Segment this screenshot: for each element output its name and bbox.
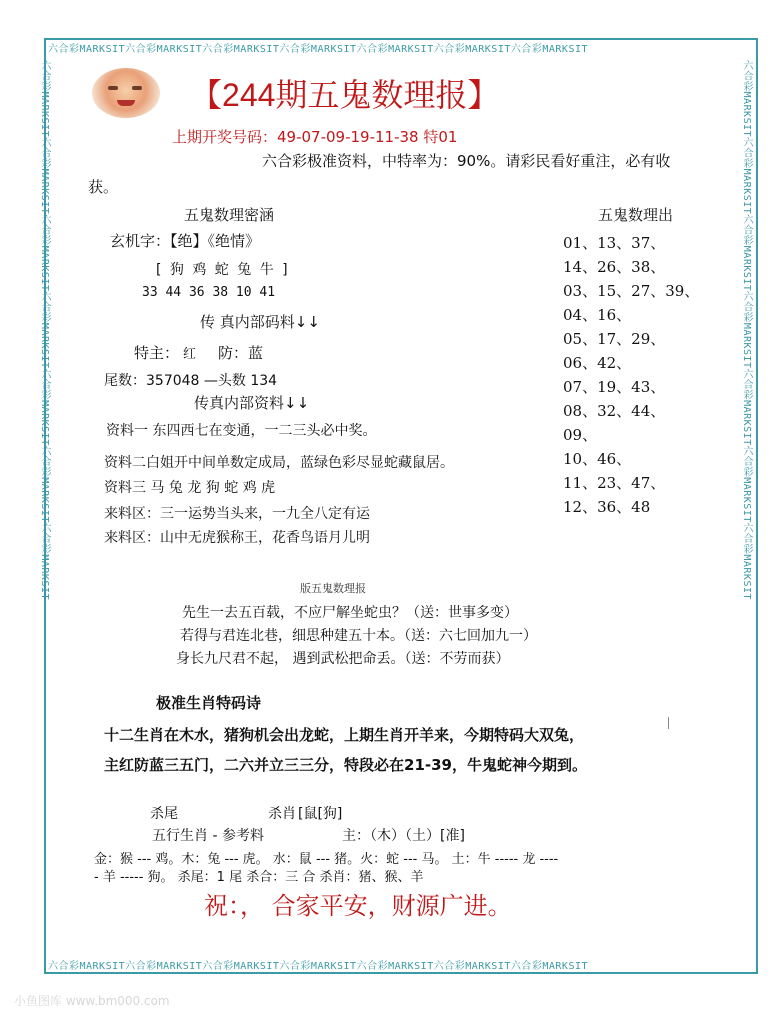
avatar-eye-right [132, 86, 142, 90]
number-row: 12、36、48 [563, 498, 651, 516]
number-row: 14、26、38、 [563, 258, 666, 276]
kill-zodiac-label: 杀肖 [268, 806, 296, 822]
intro-line-2: 获。 [88, 178, 119, 196]
portrait-avatar [92, 68, 160, 118]
poem-line-3: 身长九尺君不起， 遇到武松把命丢。（送：不劳而获） [176, 651, 510, 667]
wuxing-label: 五行生肖 - 参考料 [152, 828, 264, 844]
kill-tail-label: 杀尾 [150, 806, 178, 822]
avatar-mouth [117, 100, 135, 106]
issue-title-text: 期五鬼数理报 [275, 76, 468, 114]
number-row: 06、42、 [563, 354, 632, 372]
source-line-1: 来料区：三一运势当头来，一九全八定有运 [104, 506, 370, 522]
border-pattern-top: 六合彩MARKSIT六合彩MARKSIT六合彩MARKSIT六合彩MARKSIT六合彩MARKSIT六合彩MARKSIT六合彩MARKSIT [48, 44, 589, 54]
number-row: 10、46、 [563, 450, 632, 468]
kill-zodiac [268, 803, 342, 823]
wuxing-main: 主：（木）（土）[准] [342, 828, 465, 844]
number-list [563, 232, 699, 520]
issue-title [190, 70, 499, 116]
elements-line-1: 金：猴 --- 鸡。木：兔 --- 虎。 水：鼠 --- 猪。火：蛇 --- 马。 土：牛 ----- 龙 ---- [94, 852, 559, 867]
avatar-eye-left [108, 86, 118, 90]
fax-heading-1: 传 真内部码料↓↓ [200, 313, 320, 331]
poem-line-2: 若得与君连北巷，细思种建五十本。（送：六七回加九一） [180, 628, 537, 644]
source-line-2: 来料区：山中无虎猴称王，花香鸟语月儿明 [104, 530, 370, 546]
number-row: 08、32、44、 [563, 402, 666, 420]
issue-number: 244 [222, 77, 276, 113]
number-row: 04、16、 [563, 306, 632, 324]
number-row: 09、 [563, 426, 598, 444]
special-line [134, 342, 263, 363]
fax-heading-2: 传真内部资料↓↓ [194, 394, 310, 412]
elements-line-2: - 羊 ----- 狗。 杀尾：1 尾 杀合：三 合 杀肖：猪、猴、羊 [94, 870, 424, 885]
data-line-3: 资料三 马 兔 龙 狗 蛇 鸡 虎 [104, 480, 276, 496]
blessing-text: 祝：， 合家平安，财源广进。 [204, 892, 512, 920]
zodiac-box: [ 狗 鸡 蛇 兔 牛 ] [156, 262, 290, 278]
poem-section-heading: 版五鬼数理报 [300, 582, 366, 595]
special-main-value: 红 [183, 347, 197, 362]
title-close-bracket: 】 [467, 76, 500, 114]
number-row: 07、19、43、 [563, 378, 666, 396]
kill-zodiac-value: [鼠[狗] [298, 806, 343, 822]
zodiac-numbers: 33 44 36 38 10 41 [142, 285, 276, 300]
special-guard-label: 防： [218, 344, 249, 362]
border-pattern-bottom: 六合彩MARKSIT六合彩MARKSIT六合彩MARKSIT六合彩MARKSIT六合彩MARKSIT六合彩MARKSIT六合彩MARKSIT [48, 961, 589, 971]
last-draw-numbers: 上期开奖号码：49-07-09-19-11-38 特01 [172, 128, 458, 146]
watermark-text: 小鱼图库 www.bm000.com [14, 994, 170, 1008]
zodiac-poem-heading: 极准生肖特码诗 [156, 694, 262, 712]
zodiac-poem-line-2: 主红防蓝三五门，二六并立三三分，特段必在21-39，牛鬼蛇神今期到。 [104, 756, 587, 774]
intro-line-1: 六合彩极准资料，中特率为：90%。请彩民看好重注，必有收 [262, 152, 671, 170]
special-guard-value: 蓝 [248, 344, 264, 362]
title-open-bracket: 【 [190, 76, 223, 114]
number-row: 05、17、29、 [563, 330, 666, 348]
data-line-2: 资料二白姐开中间单数定成局，蓝绿色彩尽显蛇藏鼠居。 [104, 455, 454, 471]
border-pattern-left: 六合彩MARKSIT六合彩MARKSIT六合彩MARKSIT六合彩MARKSIT六合彩MARKSIT六合彩MARKSIT六合彩MARKSIT [39, 60, 50, 601]
right-heading: 五鬼数理出 [598, 206, 674, 224]
number-row: 11、23、47、 [563, 474, 666, 492]
text-cursor-mark [668, 717, 669, 729]
poem-line-1: 先生一去五百载，不应尸解坐蛇虫？（送：世事多变） [182, 605, 518, 621]
special-main-label: 特主： [134, 344, 180, 362]
data-line-1: 资料一 东四西七在变通，一二三头必中奖。 [106, 423, 377, 439]
number-row: 01、13、37、 [563, 234, 666, 252]
left-heading: 五鬼数理密涵 [184, 206, 275, 224]
border-pattern-right: 六合彩MARKSIT六合彩MARKSIT六合彩MARKSIT六合彩MARKSIT六合彩MARKSIT六合彩MARKSIT六合彩MARKSIT [741, 60, 752, 601]
xuanji-text: 玄机字：【绝】《绝情》 [110, 232, 261, 250]
zodiac-poem-line-1: 十二生肖在木水，猪狗机会出龙蛇，上期生肖开羊来，今期特码大双兔， [104, 726, 585, 744]
tail-head-numbers: 尾数：357048 —头数 134 [104, 373, 278, 389]
number-row: 03、15、27、39、 [563, 282, 700, 300]
